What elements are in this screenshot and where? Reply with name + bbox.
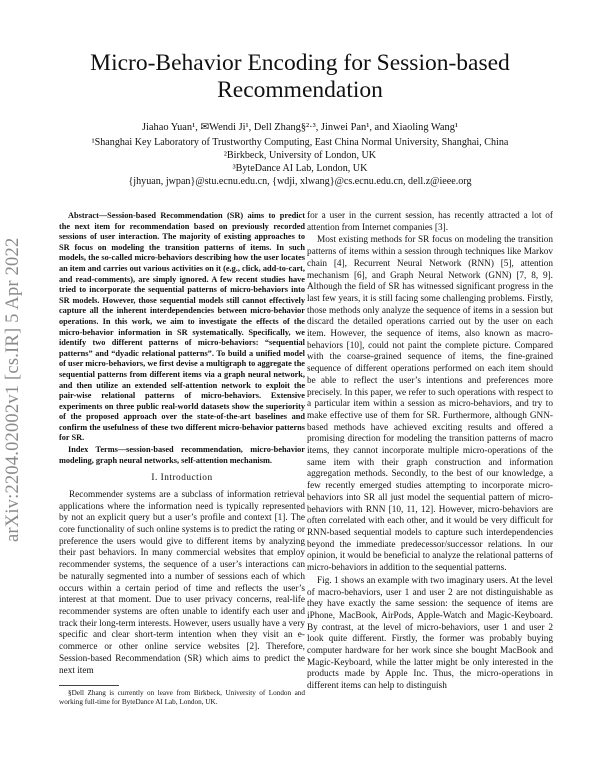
abstract <box>59 211 305 444</box>
affiliation-birkbeck: ²Birkbeck, University of London, UK <box>223 150 377 161</box>
affiliations <box>60 136 540 188</box>
abstract-text: Abstract—Session-based Recommendation (SR) aims to predict the next item for recommendation based on previously recorded sessions of user interaction. The majority of existing approaches to SR focus on modeling the transition patterns of items. In such models, the so-called micro-behaviors describing how the user locates an item and carries out various activities on it (e.g., click, add-to-cart, and read-comments), are simply ignored. A few recent studies have tried to incorporate the sequential patterns of micro-behaviors into SR models. However, those sequential models still cannot effectively capture all the inherent interdependencies between micro-behavior operations. In this work, we aim to investigate the effects of the micro-behavior information in SR systematically. Specifically, we identify two different patterns of micro-behaviors: “sequential patterns” and “dyadic relational patterns”. To build a unified model of user micro-behaviors, we first devise a multigraph to aggregate the sequential patterns from different items via a graph neural network, and then utilize an extended self-attention network to exploit the pair-wise relational patterns of micro-behaviors. Extensive experiments on three public real-world datasets show the superiority of the proposed approach over the state-of-the-art baselines and confirm the usefulness of these two different micro-behavior patterns for SR. <box>59 211 305 443</box>
affiliation-bytedance: ³ByteDance AI Lab, London, UK <box>232 163 368 174</box>
intro-paragraph-3: Fig. 1 shows an example with two imaginary users. At the level of macro-behaviors, user 1 and user 2 are not distinguishable as they have exactly the same session: the sequence of items are iPhone, MacBook, AirPods, Apple-Watch and Magic-Keyboard. By contrast, at the level of micro-behaviors, user 1 and user 2 look quite different. Firstly, the former was probably buying computer hardware for her work since she bought MacBook and Magic-Keyboard, while the latter might be only interested in the products made by Apple Inc. Thus, the micro-operations in different items can help to distinguish <box>307 575 553 692</box>
title-line-1: Micro-Behavior Encoding for Session-based <box>90 50 510 76</box>
index-terms-text: Index Terms—session-based recommendation, micro-behavior modeling, graph neural networks, self-attention mechanism. <box>59 445 305 465</box>
affiliation-ecnu: ¹Shanghai Key Laboratory of Trustworthy Computing, East China Normal University, Shanghai, China <box>91 137 509 148</box>
intro-paragraph-1: Recommender systems are a subclass of information retrieval applications where the information need is typically represented by not an explicit query but a user’s profile and context [1]. The core functionality of such online systems is to predict the rating or preference the users would give to different items by analyzing their past behaviors. In many commercial websites that employ recommender systems, the sequence of a user’s interactions can be naturally segmented into a number of sessions each of which occurs within a certain period of time and reflects the user’s interest at that moment. Due to user privacy concerns, real-life recommender systems are often unable to identify each user and track their long-term interests. However, users usually have a very specific and clear short-term intention when they visit an e-commerce or other online service websites [2]. Therefore, Session-based Recommendation (SR) which aims to predict the next item <box>59 489 305 676</box>
intro-paragraph-2: Most existing methods for SR focus on modeling the transition patterns of items within a session through techniques like Markov chain [4], Recurrent Neural Network (RNN) [5], attention mechanism [6], and Graph Neural Network (GNN) [7, 8, 9]. Although the field of SR has witnessed significant progress in the last few years, it is still facing some challenging problems. Firstly, those methods only analyze the sequence of items in a session but discard the detailed operations carried out by the user on each item. However, the sequence of items, also known as macro-behaviors [10], could not paint the complete picture. Compared with the coarse-grained sequence of items, the fine-grained sequence of different operations performed on each item should be able to reflect the user’s intentions and preferences more precisely. In this paper, we refer to such operations with respect to a particular item within a session as micro-behaviors, and try to make effective use of them for SR. Furthermore, although GNN-based methods have achieved exciting results and offered a promising direction for modeling the transition patterns of macro items, they cannot incorporate multiple micro-operations of the same item with their graph construction and information aggregation methods. Secondly, to the best of our knowledge, a few recently emerged studies attempting to incorporate micro-behaviors into SR all just model the sequential pattern of micro-behaviors with RNN [10, 11, 12]. However, micro-behaviors are often correlated with each other, and it would be very difficult for RNN-based sequential models to capture such interdependencies beyond the immediate predecessor/successor relations. In our opinion, it would be beneficial to analyze the relational patterns of micro-behaviors in addition to the sequential patterns. <box>307 235 553 574</box>
right-column <box>307 211 553 693</box>
author-emails: {jhyuan, jwpan}@stu.ecnu.edu.cn, {wdji, xlwang}@cs.ecnu.edu.cn, dell.z@ieee.org <box>128 176 472 187</box>
left-column <box>59 211 305 707</box>
paper-title <box>60 50 540 104</box>
title-line-2: Recommendation <box>217 77 383 103</box>
footnote-divider <box>59 685 119 686</box>
footnote: §Dell Zhang is currently on leave from Birkbeck, University of London and working full-time for ByteDance AI Lab, London, UK. <box>59 689 305 707</box>
index-terms <box>59 445 305 466</box>
intro-paragraph-continued: for a user in the current session, has recently attracted a lot of attention from Internet companies [3]. <box>307 211 553 233</box>
author-list: Jiahao Yuan¹, ✉Wendi Ji¹, Dell Zhang§²·³, Jinwei Pan¹, and Xiaoling Wang¹ <box>141 122 459 133</box>
section-heading-introduction: I. Introduction <box>151 473 213 484</box>
arxiv-identifier: arXiv:2204.02002v1 [cs.IR] 5 Apr 2022 <box>3 237 23 543</box>
